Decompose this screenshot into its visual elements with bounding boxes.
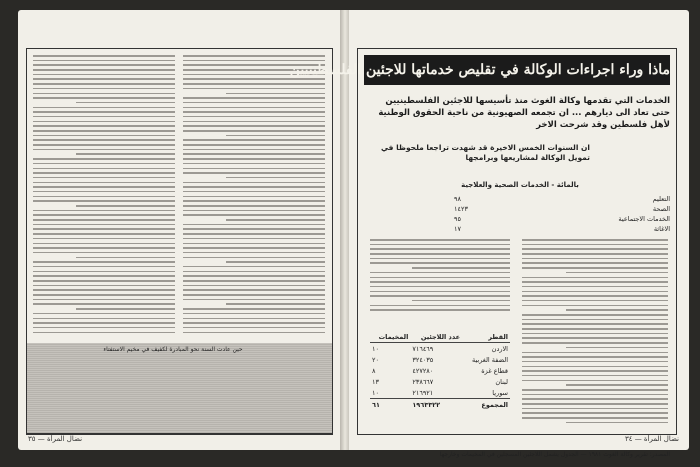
text-line [522, 403, 668, 405]
text-line [183, 102, 325, 104]
text-line [183, 327, 325, 329]
text-line [33, 238, 175, 240]
page-number-left: نضال المرأة — ٣٥ [28, 435, 83, 443]
text-line [522, 244, 668, 246]
text-line [370, 272, 510, 274]
count-cell: ٤٢٧٢٨٠ [412, 366, 434, 375]
text-line [76, 153, 175, 155]
text-line [522, 370, 668, 372]
stat-label: الخدمات الاجتماعية [618, 215, 670, 223]
text-line [33, 233, 175, 235]
text-line [183, 247, 325, 249]
count-cell: ٢٣٨٦٦٧ [412, 377, 434, 386]
text-line [522, 258, 668, 260]
text-line [183, 130, 325, 132]
text-line [183, 111, 325, 113]
text-line [183, 238, 325, 240]
text-line [183, 205, 325, 207]
text-line [183, 182, 325, 184]
left-text-column-1 [33, 55, 175, 336]
text-line [522, 291, 668, 293]
article-headline: ماذا وراء اجراءات الوكالة في تقليص خدماتها للاجئين الفلسطينيين [364, 55, 670, 85]
refugee-table [370, 331, 510, 410]
camps-cell: ١٠ [372, 388, 379, 397]
total-count: ١٩٦٣٣٢٢ [410, 399, 462, 411]
text-line [522, 267, 668, 269]
stat-label: الاغاثة [653, 225, 670, 233]
text-line [522, 366, 668, 368]
text-line [33, 252, 175, 254]
text-line [33, 93, 175, 95]
country-cell: الاردن [491, 344, 508, 353]
text-line [522, 253, 668, 255]
text-line [33, 149, 175, 151]
stat-label: التعليم [652, 195, 670, 203]
photo-caption: حين عادت السنة نحو المبادرة لكفيف في مخيم الاستفتاء [103, 346, 243, 353]
count-cell: ٢١٦٩٢١ [412, 388, 434, 397]
text-line [183, 280, 325, 282]
text-line [33, 111, 175, 113]
text-line [183, 275, 325, 277]
text-line [522, 337, 668, 339]
stat-row [454, 225, 670, 233]
text-line [33, 172, 175, 174]
text-line [183, 97, 325, 99]
text-line [183, 228, 325, 230]
text-line [183, 285, 325, 287]
country-cell: قطاع غزة [481, 366, 508, 375]
text-line [522, 314, 668, 316]
text-line [370, 253, 510, 255]
text-line [33, 139, 175, 141]
text-line [183, 144, 325, 146]
text-line [76, 308, 175, 310]
text-line [522, 398, 668, 400]
text-line [412, 300, 510, 302]
text-line [33, 186, 175, 188]
text-line [566, 309, 668, 311]
table-row [370, 354, 510, 365]
right-text-column-1 [522, 239, 668, 427]
text-line [183, 121, 325, 123]
text-line [522, 394, 668, 396]
article-subheading: ان السنوات الخمس الاخيرة قد شهدت تراجعا ملحوظا في تمويل الوكالة لمشاريعها وبرامجها [380, 143, 590, 162]
text-line [183, 200, 325, 202]
text-line [33, 130, 175, 132]
country-cell: لبنان [495, 377, 508, 386]
photo-placeholder [26, 343, 333, 434]
stat-value: ١٧ [454, 225, 461, 233]
text-line [33, 266, 175, 268]
text-line [183, 257, 325, 259]
count-cell: ٧١٦٤٦٩ [412, 344, 434, 353]
text-line [183, 196, 325, 198]
text-line [183, 322, 325, 324]
text-line [33, 125, 175, 127]
table-header: القطر [462, 331, 510, 343]
stat-row [454, 195, 670, 203]
stat-row [454, 215, 670, 223]
text-line [183, 168, 325, 170]
text-line [183, 214, 325, 216]
text-line [33, 275, 175, 277]
text-line [183, 313, 325, 315]
text-line [183, 186, 325, 188]
text-line [183, 172, 325, 174]
text-line [33, 299, 175, 301]
country-cell: سوريا [492, 388, 508, 397]
text-line [33, 303, 175, 305]
text-line [183, 163, 325, 165]
stat-value: ٩٨ [454, 195, 461, 203]
text-line [522, 342, 668, 344]
text-line [522, 328, 668, 330]
text-line [183, 153, 325, 155]
text-line [566, 272, 668, 274]
text-line [33, 116, 175, 118]
text-line [33, 64, 175, 66]
camps-cell: ٢٠ [372, 355, 379, 364]
text-line [33, 261, 175, 263]
text-line [522, 239, 668, 241]
table-header: عدد اللاجئين [410, 331, 462, 343]
text-line [226, 93, 325, 95]
text-line [226, 177, 325, 179]
text-line [226, 303, 325, 305]
text-line [76, 205, 175, 207]
text-line [33, 158, 175, 160]
text-line [33, 318, 175, 320]
text-line [33, 294, 175, 296]
text-line [183, 308, 325, 310]
text-line [566, 347, 668, 349]
text-line [33, 74, 175, 76]
text-line [183, 289, 325, 291]
text-line [33, 83, 175, 85]
left-text-column-2 [183, 55, 325, 336]
text-line [370, 281, 510, 283]
text-line [522, 323, 668, 325]
text-line [33, 182, 175, 184]
table-notes: المصدر: تقرير وكالة الغوث ١٩٨١ — الجدول يشمل اللاجئين المسجلين في المخيمات وخارجها [439, 451, 670, 458]
text-line [226, 135, 325, 137]
table-row [370, 343, 510, 355]
text-line [183, 116, 325, 118]
text-line [33, 121, 175, 123]
stats-title: بالمائة - الخدمات الصحية والعلاجية [461, 181, 579, 189]
text-line [370, 262, 510, 264]
text-line [183, 191, 325, 193]
text-line [33, 214, 175, 216]
text-line [33, 69, 175, 71]
text-line [33, 168, 175, 170]
text-line [183, 107, 325, 109]
text-line [522, 277, 668, 279]
text-line [33, 163, 175, 165]
text-line [33, 144, 175, 146]
text-line [522, 333, 668, 335]
text-line [370, 305, 510, 307]
text-line [226, 219, 325, 221]
text-line [226, 261, 325, 263]
text-line [522, 356, 668, 358]
text-line [522, 262, 668, 264]
text-line [183, 266, 325, 268]
text-line [33, 322, 175, 324]
text-line [33, 196, 175, 198]
stat-label: الصحة [652, 205, 670, 213]
text-line [522, 300, 668, 302]
stat-value: ٩٥ [454, 215, 461, 223]
text-line [33, 88, 175, 90]
table-row [370, 387, 510, 399]
text-line [566, 384, 668, 386]
table-row [370, 376, 510, 387]
camps-cell: ١٠ [372, 344, 379, 353]
text-line [33, 191, 175, 193]
text-line [33, 210, 175, 212]
text-line [183, 88, 325, 90]
text-line [33, 107, 175, 109]
table-row [370, 365, 510, 376]
text-line [370, 258, 510, 260]
text-line [522, 417, 668, 419]
text-line [76, 257, 175, 259]
text-line [183, 125, 325, 127]
text-line [522, 295, 668, 297]
text-line [183, 332, 325, 334]
text-line [522, 286, 668, 288]
total-camps: ٦١ [370, 399, 410, 411]
text-line [33, 135, 175, 137]
text-line [566, 422, 668, 424]
text-line [183, 271, 325, 273]
text-line [522, 389, 668, 391]
text-line [370, 239, 510, 241]
text-line [183, 243, 325, 245]
text-line [183, 210, 325, 212]
text-line [33, 327, 175, 329]
text-line [33, 224, 175, 226]
text-line [33, 243, 175, 245]
text-line [370, 295, 510, 297]
text-line [183, 252, 325, 254]
right-text-column-2 [370, 239, 510, 314]
text-line [183, 149, 325, 151]
text-line [370, 291, 510, 293]
text-line [33, 332, 175, 334]
stat-row [454, 205, 670, 213]
text-line [33, 285, 175, 287]
text-line [183, 158, 325, 160]
text-line [522, 281, 668, 283]
text-line [33, 219, 175, 221]
text-line [522, 361, 668, 363]
text-line [183, 294, 325, 296]
article-intro: الخدمات التي تقدمها وكالة الغوث منذ تأسيسها للاجئين الفلسطينيين حتى تعاد الى ديارهم ... ان تجمعه الصهيونية من ناحية الحقوق الوطنية لأهل فلسطين وقد شرحت الاخر [378, 96, 670, 130]
text-line [370, 277, 510, 279]
text-line [33, 228, 175, 230]
text-line [33, 200, 175, 202]
text-line [183, 233, 325, 235]
text-line [33, 55, 175, 57]
text-line [183, 299, 325, 301]
camps-cell: ١٣ [372, 377, 379, 386]
text-line [522, 305, 668, 307]
text-line [370, 309, 510, 311]
table-total-row [370, 399, 510, 411]
page-number-right: نضال المرأة — ٣٤ [624, 435, 679, 443]
text-line [33, 289, 175, 291]
text-line [33, 280, 175, 282]
text-line [370, 286, 510, 288]
text-line [33, 313, 175, 315]
text-line [183, 224, 325, 226]
text-line [76, 102, 175, 104]
text-line [522, 408, 668, 410]
text-line [33, 177, 175, 179]
text-line [522, 248, 668, 250]
text-line [370, 248, 510, 250]
table-header: المخيمات [370, 331, 410, 343]
text-line [412, 267, 510, 269]
text-line [522, 319, 668, 321]
text-line [33, 97, 175, 99]
camps-cell: ٨ [372, 366, 376, 375]
text-line [33, 247, 175, 249]
text-line [33, 271, 175, 273]
text-line [33, 60, 175, 62]
count-cell: ٣٢٤٠٣٥ [412, 355, 434, 364]
country-cell: الضفة الغربية [471, 355, 508, 364]
text-line [522, 352, 668, 354]
stat-value: ١٤٢٣ [454, 205, 468, 213]
right-page [289, 10, 689, 458]
total-label: المجموع [462, 399, 510, 411]
text-line [183, 318, 325, 320]
text-line [522, 375, 668, 377]
text-line [370, 244, 510, 246]
text-line [522, 412, 668, 414]
text-line [522, 380, 668, 382]
text-line [183, 139, 325, 141]
text-line [33, 78, 175, 80]
